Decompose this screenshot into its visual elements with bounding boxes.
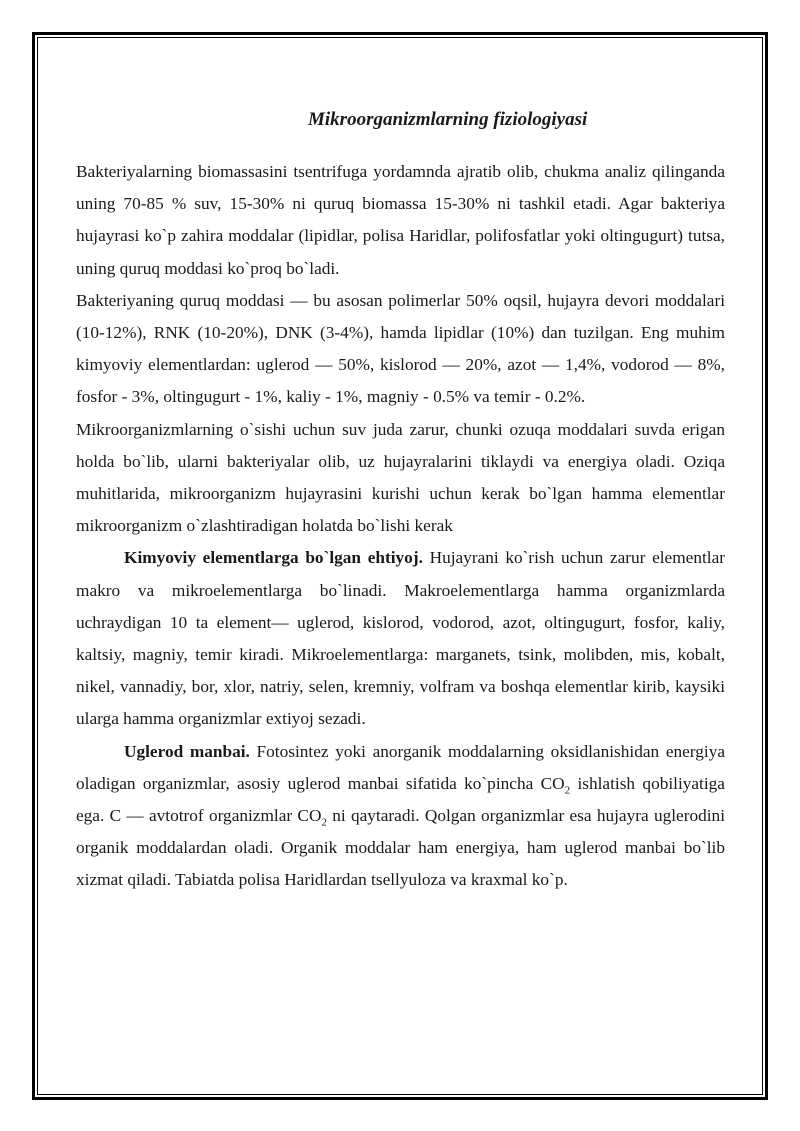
document-body: [76, 104, 725, 897]
paragraph-dry-matter: Bakteriyaning quruq moddasi — bu asosan polimerlar 50% oqsil, hujayra devori moddalari (10-12%), RNK (10-20%), DNK (3-4%), hamda lipidlar (10%) dan tuzilgan. Eng muhim kimyoviy elementlardan: uglerod — 50%, kislorod — 20%, azot — 1,4%, vodorod — 8%, fosfor - 3%, oltingugurt - 1%, kaliy - 1%, magniy - 0.5% va temir - 0.2%.: [76, 290, 725, 407]
paragraph-carbon-heading: Uglerod manbai.: [124, 741, 250, 761]
paragraph-carbon-text-b: ishlatish qobiliyatiga ega. C — avtotrof organizmlar CO: [76, 773, 725, 826]
subscript-2-second: 2: [321, 816, 327, 829]
paragraph-water: Mikroorganizmlarning o`sishi uchun suv juda zarur, chunki ozuqa moddalari suvda erigan holda bo`lib, ularni bakteriyalar olib, uz hujayralarini tiklaydi va energiya oladi. Oziqa muhitlarida, mikroorganizm hujayrasini kurishi uchun kerak bo`lgan hamma elementlar mikroorganizm o`zlashtiradigan holatda bo`lishi kerak: [76, 419, 725, 536]
paragraph-carbon-source: [76, 736, 725, 897]
paragraph-elements-heading: Kimyoviy elementlarga bo`lgan ehtiyoj.: [124, 548, 423, 568]
document-title: Mikroorganizmlarning fiziologiyasi: [308, 109, 588, 130]
paragraph-carbon-text-a: Fotosintez yoki anorganik moddalarning oksidlanishidan energiya oladigan organizmlar, asosiy uglerod manbai sifatida ko`pincha CO: [76, 741, 726, 793]
paragraph-carbon-text-c: ni qaytaradi. Qolgan organizmlar esa hujayra uglerodini organik moddalardan oladi. Organik moddalar ham energiya, ham uglerod manbai bo`lib xizmat qiladi. Tabiatda polisa Haridlardan tsellyuloza va kraxmal ko`p.: [76, 806, 725, 890]
subscript-2-first: 2: [564, 784, 571, 797]
paragraph-elements: [76, 542, 725, 735]
paragraph-elements-text: Hujayrani ko`rish uchun zarur elementlar makro va mikroelementlarga bo`linadi. Makroelementlarga hamma organizmlarda uchraydigan 10 ta element— uglerod, kislorod, vodorod, azot, oltingugurt, fosfor, kaliy, kaltsiy, magniy, temir kiradi. Mikroelementlarga: marganets, tsink, molibden, mis, kobalt, nikel, vannadiy, bor, xlor, natriy, selen, kremniy, volfram va boshqa elementlar kirib, kaysiki ularga hamma organizmlar extiyoj sezadi.: [76, 548, 725, 729]
paragraph-biomass: Bakteriyalarning biomassasini tsentrifuga yordamnda ajratib olib, chukma analiz qilinganda uning 70-85 % suv, 15-30% ni quruq biomassa 15-30% ni tashkil etadi. Agar bakteriya hujayrasi ko`p zahira moddalar (lipidlar, polisa Haridlar, polifosfatlar yoki oltingugurt) tutsa, uning quruq moddasi ko`proq bo`ladi.: [76, 162, 725, 278]
